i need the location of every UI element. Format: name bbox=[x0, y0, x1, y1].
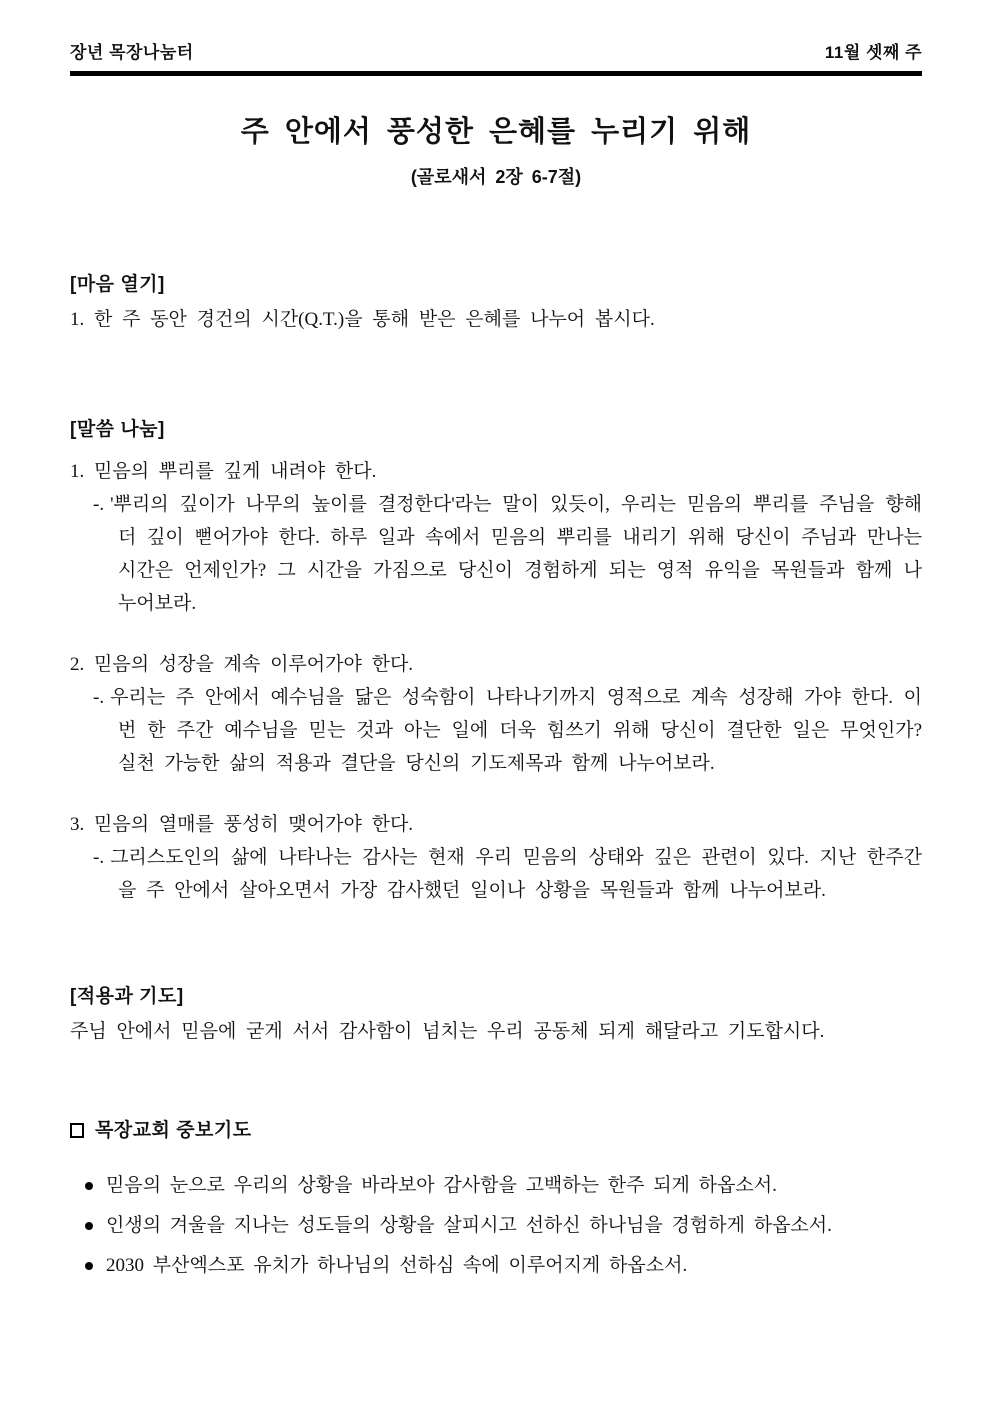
dot-bullet-icon bbox=[85, 1222, 93, 1230]
section-heading-apply-pray: [적용과 기도] bbox=[70, 986, 184, 1007]
intercession-heading-label: 목장교회 중보기도 bbox=[95, 1120, 252, 1141]
mind-open-item: 1. 한 주 동안 경건의 시간(Q.T.)을 통해 받은 은혜를 나누어 봅시다. bbox=[70, 309, 655, 330]
word-point-1-title: 1. 믿음의 뿌리를 깊게 내려야 한다. bbox=[70, 461, 377, 482]
document-title: 주 안에서 풍성한 은혜를 누리기 위해 bbox=[240, 116, 752, 148]
word-point-2-detail-text: 우리는 주 안에서 예수님을 닮은 성숙함이 나타나기까지 영적으로 계속 성장해 가야 한다. 이번 한 주간 예수님을 믿는 것과 아는 일에 더욱 힘쓰기 위해 당신이 결단한 일은 무엇인가? 실천 가능한 삶의 적용과 결단을 당신의 기도제목과 함께 나누어보라. bbox=[110, 687, 922, 774]
word-point-3-title: 3. 믿음의 열매를 풍성히 맺어가야 한다. bbox=[70, 814, 414, 835]
page-header bbox=[70, 42, 922, 64]
section-heading-mind-open: [마음 열기] bbox=[70, 274, 165, 295]
prayer-item-3 bbox=[85, 1249, 922, 1282]
header-left-label: 장년 목장나눔터 bbox=[70, 43, 194, 62]
dash-marker: -. bbox=[93, 687, 105, 708]
dot-bullet-icon bbox=[85, 1262, 93, 1270]
word-point-2 bbox=[70, 648, 922, 780]
prayer-list bbox=[70, 1169, 922, 1282]
section-word-share bbox=[70, 417, 922, 907]
header-right-label: 11월 셋째 주 bbox=[824, 43, 922, 62]
section-apply-pray bbox=[70, 984, 922, 1048]
prayer-item-3-text: 2030 부산엑스포 유치가 하나님의 선하심 속에 이루어지게 하옵소서. bbox=[106, 1255, 688, 1276]
word-point-1-detail bbox=[70, 488, 922, 620]
word-point-2-detail bbox=[70, 681, 922, 780]
dash-marker: -. bbox=[93, 494, 105, 515]
section-heading-word-share: [말씀 나눔] bbox=[70, 419, 165, 440]
scripture-reference: (골로새서 2장 6-7절) bbox=[410, 167, 582, 187]
square-bullet-icon bbox=[70, 1123, 84, 1138]
word-point-1 bbox=[70, 455, 922, 620]
word-point-2-title: 2. 믿음의 성장을 계속 이루어가야 한다. bbox=[70, 654, 414, 675]
word-point-3 bbox=[70, 808, 922, 907]
prayer-item-2-text: 인생의 겨울을 지나는 성도들의 상황을 살피시고 선하신 하나님을 경험하게 하옵소서. bbox=[106, 1215, 832, 1236]
header-divider bbox=[70, 71, 922, 76]
dot-bullet-icon bbox=[85, 1182, 93, 1190]
section-intercession bbox=[70, 1117, 922, 1282]
word-point-3-detail-text: 그리스도인의 삶에 나타나는 감사는 현재 우리 믿음의 상태와 깊은 관련이 있다. 지난 한주간을 주 안에서 살아오면서 가장 감사했던 일이나 상황을 목원들과 함께 나누어보라. bbox=[110, 847, 922, 901]
word-point-3-detail bbox=[70, 841, 922, 907]
prayer-item-2 bbox=[85, 1209, 922, 1242]
prayer-item-1 bbox=[85, 1169, 922, 1202]
prayer-item-1-text: 믿음의 눈으로 우리의 상황을 바라보아 감사함을 고백하는 한주 되게 하옵소서. bbox=[106, 1175, 777, 1196]
word-point-1-detail-text: '뿌리의 깊이가 나무의 높이를 결정한다'라는 말이 있듯이, 우리는 믿음의 뿌리를 주님을 향해 더 깊이 뻗어가야 한다. 하루 일과 속에서 믿음의 뿌리를 내리기 위해 당신이 주님과 만나는 시간은 언제인가? 그 시간을 가짐으로 당신이 경험하게 되는 영적 유익을 목원들과 함께 나누어보라. bbox=[110, 494, 922, 614]
dash-marker: -. bbox=[93, 847, 105, 868]
apply-pray-body: 주님 안에서 믿음에 굳게 서서 감사함이 넘치는 우리 공동체 되게 해달라고 기도합시다. bbox=[70, 1021, 825, 1042]
intercession-heading bbox=[70, 1117, 922, 1144]
section-mind-open bbox=[70, 272, 922, 336]
